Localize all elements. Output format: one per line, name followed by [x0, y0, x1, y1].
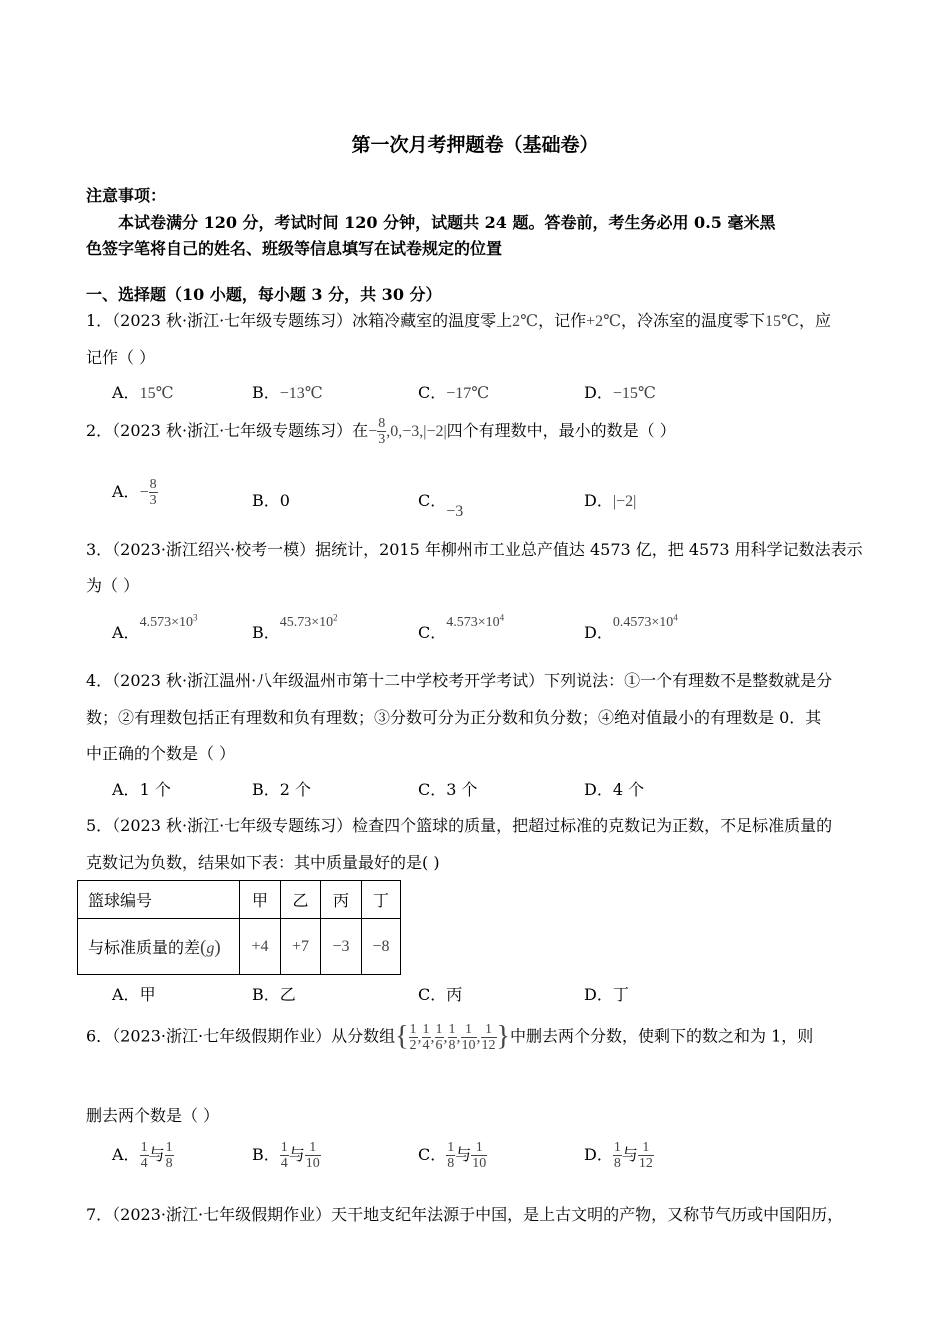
- q4-line-1: 4．（2023 秋·浙江温州·八年级温州市第十二中学校考开学考试）下列说法：①一个有理数不是整数就是分: [86, 671, 833, 690]
- table-header-cell: 丙: [321, 881, 362, 919]
- q6-line-2: 删去两个数是（ ）: [86, 1106, 220, 1125]
- q6-option-b[interactable]: B． $\frac{1}{4}$ 与 $\frac{1}{10}$: [252, 1140, 320, 1171]
- table-cell: +7: [281, 919, 321, 975]
- table-cell: −8: [362, 919, 401, 975]
- q1-option-c[interactable]: C．−17℃: [418, 383, 490, 402]
- question-6: 6．（2023·浙江·七年级假期作业）从分数组{ $\frac{1}{2}$ , $\frac{1}{4}$ , $\frac{1}{6}$ , $\frac{1}{8}$ , $\frac{1}{10}$ , $\frac{1}{12}$ }中删去两个分数，使剩下的数之和为 1，则: [86, 1021, 814, 1053]
- q1-text-c: ，冷冻室的温度零下: [621, 311, 766, 330]
- q2-math-mid: ,0,−3,: [386, 423, 424, 440]
- q2-text-b: 四个有理数中，最小的数是（ ）: [446, 421, 676, 440]
- notice-line-1: 本试卷满分 120 分，考试时间 120 分钟，试题共 24 题。答卷前，考生务必用 0.5 毫米黑: [118, 213, 776, 232]
- q1-option-b[interactable]: B．−13℃: [252, 383, 323, 402]
- q6-option-a[interactable]: A． $\frac{1}{4}$ 与 $\frac{1}{8}$: [112, 1140, 173, 1171]
- q4-option-c[interactable]: C．3 个: [418, 780, 478, 799]
- notice-line-2: 色签字笔将自己的姓名、班级等信息填写在试卷规定的位置: [86, 239, 503, 258]
- q1-option-a[interactable]: A．15℃: [112, 383, 174, 402]
- section-heading: 一、选择题（10 小题，每小题 3 分，共 30 分）: [86, 285, 442, 304]
- q4-option-b[interactable]: B．2 个: [252, 780, 312, 799]
- table-row: [78, 919, 401, 975]
- q1-math-1: 2℃: [512, 313, 539, 330]
- q4-line-3: 中正确的个数是（ ）: [86, 744, 236, 763]
- q5-line-1: 5．（2023 秋·浙江·七年级专题练习）检查四个篮球的质量，把超过标准的克数记为正数，不足标准质量的: [86, 816, 833, 835]
- question-1: [86, 308, 831, 331]
- q6-option-c[interactable]: C． $\frac{1}{8}$ 与 $\frac{1}{10}$: [418, 1140, 487, 1171]
- q5-table: [77, 880, 401, 975]
- q1-option-d[interactable]: D．−15℃: [584, 383, 656, 402]
- q2-math-abs: −2: [426, 423, 444, 440]
- q1-math-2: +2℃: [586, 313, 622, 330]
- q7-line-1: 7．（2023·浙江·七年级假期作业）天干地支纪年法源于中国，是上古文明的产物，又称节气历或中国阳历，: [86, 1205, 844, 1224]
- q2-option-b[interactable]: B．0: [252, 491, 290, 510]
- q1-line-2: 记作（ ）: [86, 348, 156, 367]
- table-header-cell: 丁: [362, 881, 401, 919]
- q6-text-a: 6．（2023·浙江·七年级假期作业）从分数组: [86, 1026, 396, 1046]
- q3-line-1: 3．（2023·浙江绍兴·校考一模）据统计，2015 年柳州市工业总产值达 4573 亿，把 4573 用科学记数法表示: [86, 540, 863, 559]
- q2-option-d[interactable]: D．|−2|: [584, 491, 637, 510]
- q5-option-c[interactable]: C．丙: [418, 985, 463, 1004]
- q3-option-b[interactable]: B．$45.73\times 10^2$: [252, 612, 338, 642]
- table-row: [78, 881, 401, 919]
- q4-line-2: 数；②有理数包括正有理数和负有理数；③分数可分为正分数和负分数；④绝对值最小的有理数是 0．其: [86, 708, 822, 727]
- q1-math-3: 15℃: [765, 313, 799, 330]
- table-header-cell: 乙: [281, 881, 321, 919]
- q3-line-2: 为（ ）: [86, 576, 140, 595]
- q2-text-a: 2．（2023 秋·浙江·七年级专题练习）在: [86, 421, 369, 440]
- q6-text-b: 中删去两个分数，使剩下的数之和为 1，则: [509, 1026, 814, 1046]
- question-2: 2．（2023 秋·浙江·七年级专题练习）在− $\frac{8}{3}$ ,0,−3,|−2|四个有理数中，最小的数是（ ）: [86, 416, 676, 447]
- q2-option-c[interactable]: C．−3: [418, 491, 464, 520]
- q1-text-a: 1．（2023 秋·浙江·七年级专题练习）冰箱冷藏室的温度零上: [86, 311, 513, 330]
- q3-option-a[interactable]: A．$4.573\times 10^3$: [112, 612, 198, 642]
- q1-text-b: ，记作: [538, 311, 587, 330]
- q5-option-b[interactable]: B．乙: [252, 985, 296, 1004]
- table-cell: +4: [240, 919, 281, 975]
- q3-option-d[interactable]: D．$0.4573\times 10^4$: [584, 612, 678, 642]
- q5-line-2: 克数记为负数，结果如下表：其中质量最好的是( ): [86, 853, 440, 872]
- table-row-label: 与标准质量的差(g): [78, 919, 240, 975]
- table-header-cell: 篮球编号: [78, 881, 240, 919]
- q3-option-c[interactable]: C．$4.573\times 10^4$: [418, 612, 505, 642]
- page-title: 第一次月考押题卷（基础卷）: [351, 134, 599, 156]
- q1-text-d: ，应: [798, 311, 831, 330]
- q2-option-a[interactable]: A．− $\frac{8}{3}$: [112, 477, 157, 508]
- q5-option-a[interactable]: A．甲: [112, 985, 156, 1004]
- q6-option-d[interactable]: D． $\frac{1}{8}$ 与 $\frac{1}{12}$: [584, 1140, 653, 1171]
- q4-option-d[interactable]: D．4 个: [584, 780, 645, 799]
- table-cell: −3: [321, 919, 362, 975]
- q2-fraction: $\frac{8}{3}$: [378, 416, 386, 447]
- table-header-cell: 甲: [240, 881, 281, 919]
- q5-option-d[interactable]: D．丁: [584, 985, 629, 1004]
- notice-label: 注意事项：: [86, 186, 167, 205]
- q4-option-a[interactable]: A．1 个: [112, 780, 171, 799]
